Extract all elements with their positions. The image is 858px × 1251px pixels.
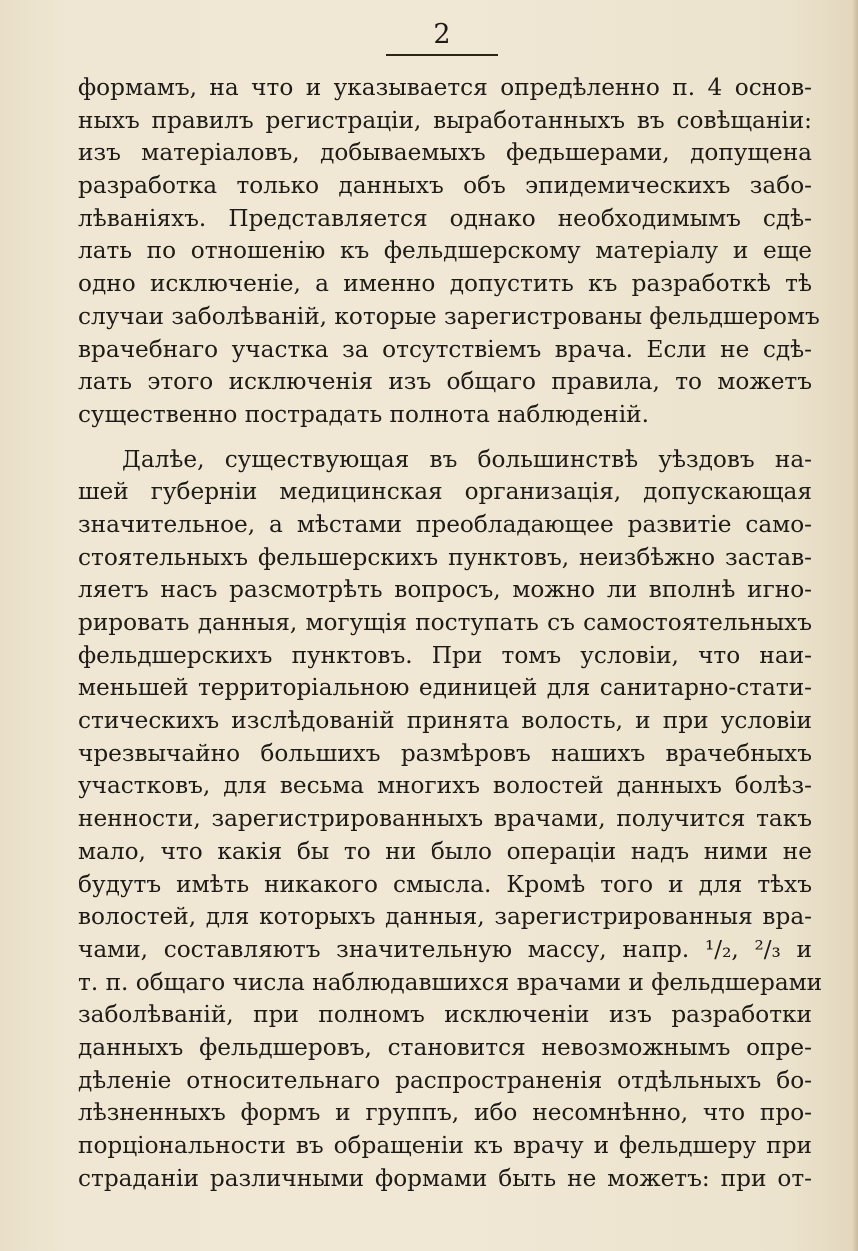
text-line: будутъ имѣть никакого смысла. Кромѣ того и для тѣхъ — [78, 870, 812, 898]
text-line: порціональности въ обращеніи къ врачу и фельдшеру при — [78, 1132, 812, 1159]
page-number: 2 — [433, 19, 451, 50]
text-line: фельдшерскихъ пунктовъ. При томъ условіи, что наи- — [78, 641, 812, 669]
text-line: лѣзненныхъ формъ и группъ, ибо несомнѣнно, что про- — [78, 1099, 812, 1127]
text-line: чрезвычайно большихъ размѣровъ нашихъ врачебныхъ — [78, 739, 812, 767]
text-line: шей губерніи медицинская организація, допускающая — [78, 478, 812, 506]
text-line: стоятельныхъ фельшерскихъ пунктовъ, неизбѣжно застав- — [78, 543, 812, 571]
text-line: т. п. общаго числа наблюдавшихся врачами и фельдшерами — [78, 968, 823, 996]
paragraph-gap — [78, 432, 812, 444]
text-line: лѣваніяхъ. Представляется однако необходимымъ сдѣ- — [78, 204, 812, 232]
text-line: случаи заболѣваній, которые зарегистрованы фельдшеромъ — [78, 302, 820, 330]
text-line: заболѣваній, при полномъ исключеніи изъ разработки — [78, 1001, 812, 1029]
text-line: лать этого исключенія изъ общаго правила, то можетъ — [78, 368, 812, 396]
text-line: мало, что какія бы то ни было операціи надъ ними не — [78, 837, 812, 865]
text-line: дѣленіе относительнаго распространенія отдѣльныхъ бо- — [78, 1066, 812, 1094]
text-line: разработка только данныхъ объ эпидемическихъ забо- — [78, 172, 812, 200]
text-line: изъ матеріаловъ, добываемыхъ федьшерами, допущена — [78, 139, 812, 167]
text-line: одно исключеніе, а именно допустить къ разработкѣ тѣ — [78, 270, 812, 298]
text-line: чами, составляютъ значительную массу, напр. ¹/₂, ²/₃ и — [78, 935, 812, 963]
text-line: рировать данныя, могущія поступать съ самостоятельныхъ — [78, 609, 812, 636]
text-line: меньшей территоріальною единицей для санитарно-стати- — [78, 674, 812, 702]
text-line: ныхъ правилъ регистраціи, выработанныхъ въ совѣщаніи: — [78, 106, 812, 134]
text-line: волостей, для которыхъ данныя, зарегистрированныя вра- — [78, 903, 812, 931]
paragraph-1 — [78, 72, 820, 432]
text-line: ненности, зарегистрированныхъ врачами, получится такъ — [78, 805, 812, 833]
text-line: врачебнаго участка за отсутствіемъ врача. Если не сдѣ- — [78, 335, 812, 363]
page-edge-shadow — [852, 0, 858, 1251]
header-rule — [386, 54, 498, 56]
text-line: значительное, а мѣстами преобладающее развитіе само- — [78, 510, 812, 538]
text-line: стическихъ изслѣдованій принята волость, и при условіи — [78, 707, 812, 735]
text-line: ляетъ насъ разсмотрѣть вопросъ, можно ли вполнѣ игно- — [78, 576, 812, 604]
text-line: лать по отношенію къ фельдшерскому матеріалу и еще — [78, 237, 812, 265]
body-text — [78, 72, 823, 1195]
text-line: данныхъ фельдшеровъ, становится невозможнымъ опре- — [78, 1033, 812, 1061]
text-line: страданіи различными формами быть не можетъ: при от- — [78, 1164, 812, 1192]
text-line: участковъ, для весьма многихъ волостей данныхъ болѣз- — [78, 772, 812, 800]
text-line: существенно пострадать полнота наблюденій. — [78, 400, 649, 428]
text-line: формамъ, на что и указывается опредѣленно п. 4 основ- — [78, 74, 812, 101]
paragraph-2 — [78, 444, 823, 1196]
text-line: Далѣе, существующая въ большинствѣ уѣздовъ на- — [122, 445, 812, 473]
